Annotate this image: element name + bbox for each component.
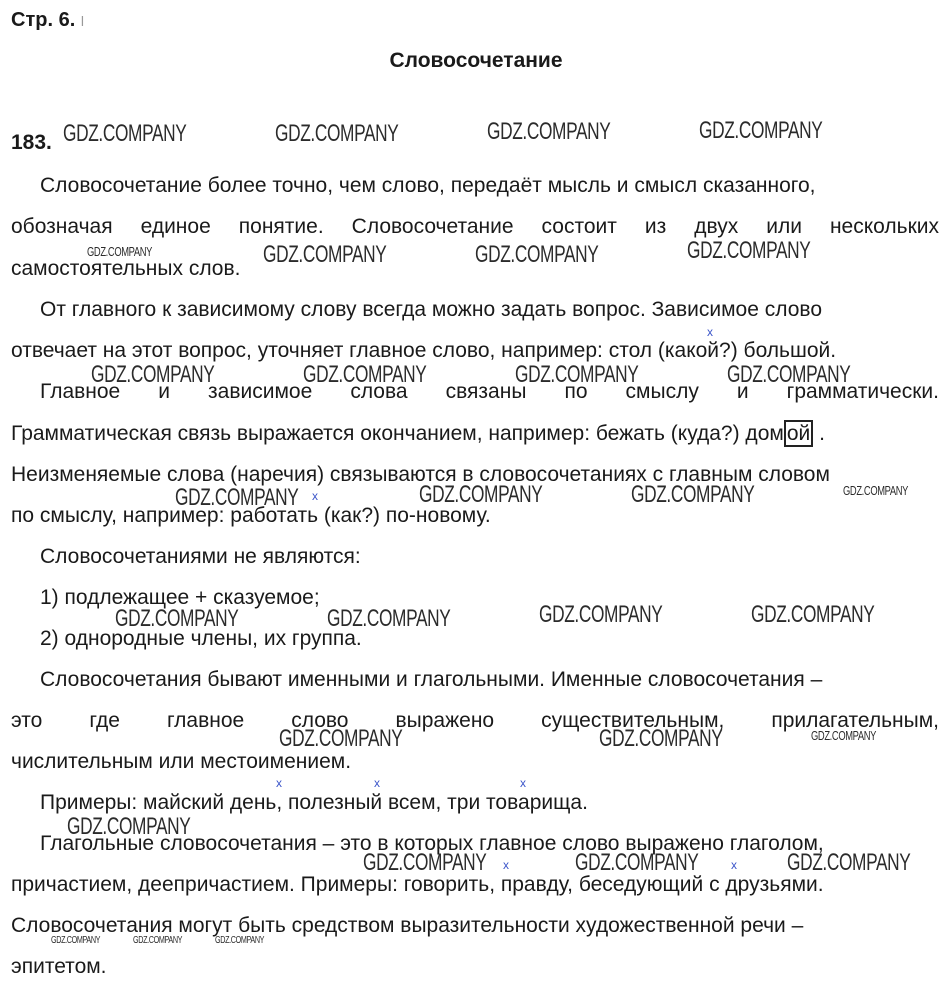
text-line: отвечает на этот вопрос, уточняет главное слово, например: стол (какой?) большой. [11, 339, 837, 362]
watermark: GDZ.COMPANY [419, 481, 543, 508]
watermark: GDZ.COMPANY [115, 605, 239, 632]
watermark: GDZ.COMPANY [727, 361, 851, 388]
watermark-small: GDZ.COMPANY [133, 935, 183, 946]
page-label-mark: l [80, 13, 84, 29]
task-number: 183. [11, 131, 52, 154]
watermark: GDZ.COMPANY [599, 725, 723, 752]
watermark: GDZ.COMPANY [175, 484, 299, 511]
watermark: GDZ.COMPANY [539, 601, 663, 628]
word-ending-box: ой [784, 420, 813, 447]
text-line: Словосочетания бывают именными и глагольными. Именные словосочетания – [40, 668, 823, 691]
text-line: числительным или местоимением. [11, 750, 352, 773]
watermark: GDZ.COMPANY [327, 605, 451, 632]
list-item: 2) однородные члены, их группа. [40, 627, 362, 650]
watermark-small: GDZ.COMPANY [87, 244, 153, 259]
text-line: Глагольные словосочетания – это в которых главное слово выражено глаголом, [40, 832, 824, 855]
main-word-mark: x [731, 858, 737, 872]
main-word-mark: x [312, 489, 318, 503]
watermark: GDZ.COMPANY [631, 481, 755, 508]
watermark: GDZ.COMPANY [303, 361, 427, 388]
text-line: Неизменяемые слова (наречия) связываются в словосочетаниях с главным словом [11, 463, 830, 486]
page-title: Словосочетание [389, 49, 563, 72]
watermark: GDZ.COMPANY [279, 725, 403, 752]
watermark: GDZ.COMPANY [363, 849, 487, 876]
watermark: GDZ.COMPANY [687, 237, 811, 264]
watermark: GDZ.COMPANY [67, 813, 191, 840]
watermark-small: GDZ.COMPANY [811, 728, 877, 743]
page-label-text: Стр. 6. [11, 9, 76, 31]
text-line: это где главное слово выражено существительным, прилагательным, [11, 709, 939, 732]
watermark: GDZ.COMPANY [751, 601, 875, 628]
watermark: GDZ.COMPANY [475, 241, 599, 268]
text-line: обозначая единое понятие. Словосочетание состоит из двух или нескольких [11, 215, 939, 238]
text-segment: . [813, 422, 825, 445]
watermark: GDZ.COMPANY [91, 361, 215, 388]
text-line: Главное и зависимое слова связаны по смыслу и грамматически. [40, 380, 939, 403]
watermark: GDZ.COMPANY [63, 120, 187, 147]
main-word-mark: x [707, 325, 713, 339]
watermark: GDZ.COMPANY [699, 117, 823, 144]
watermark-small: GDZ.COMPANY [843, 483, 909, 498]
page-label [11, 9, 84, 32]
text-line: Словосочетание более точно, чем слово, передаёт мысль и смысл сказанного, [40, 174, 816, 197]
text-line: Словосочетаниями не являются: [40, 545, 361, 568]
text-segment: Грамматическая связь выражается окончанием, например: бежать (куда?) дом [11, 422, 784, 445]
watermark: GDZ.COMPANY [787, 849, 911, 876]
watermark: GDZ.COMPANY [515, 361, 639, 388]
watermark: GDZ.COMPANY [575, 849, 699, 876]
watermark: GDZ.COMPANY [275, 120, 399, 147]
text-line: причастием, деепричастием. Примеры: говорить, правду, беседующий с друзьями. [11, 873, 824, 896]
text-line: Примеры: майский день, полезный всем, три товарища. [40, 791, 588, 814]
watermark-small: GDZ.COMPANY [215, 935, 265, 946]
text-line: эпитетом. [11, 955, 107, 978]
watermark: GDZ.COMPANY [487, 118, 611, 145]
watermark-small: GDZ.COMPANY [51, 935, 101, 946]
watermark: GDZ.COMPANY [263, 241, 387, 268]
text-line: Словосочетания могут быть средством выразительности художественной речи – [11, 914, 804, 937]
text-line-ending-example [11, 421, 939, 447]
text-line: От главного к зависимому слову всегда можно задать вопрос. Зависимое слово [40, 298, 823, 321]
text-line: по смыслу, например: работать (как?) по-новому. [11, 504, 491, 527]
main-word-mark: x [276, 776, 282, 790]
main-word-mark: x [374, 776, 380, 790]
list-item: 1) подлежащее + сказуемое; [40, 586, 320, 609]
main-word-mark: x [503, 858, 509, 872]
text-line: самостоятельных слов. [11, 257, 241, 280]
main-word-mark: x [520, 776, 526, 790]
